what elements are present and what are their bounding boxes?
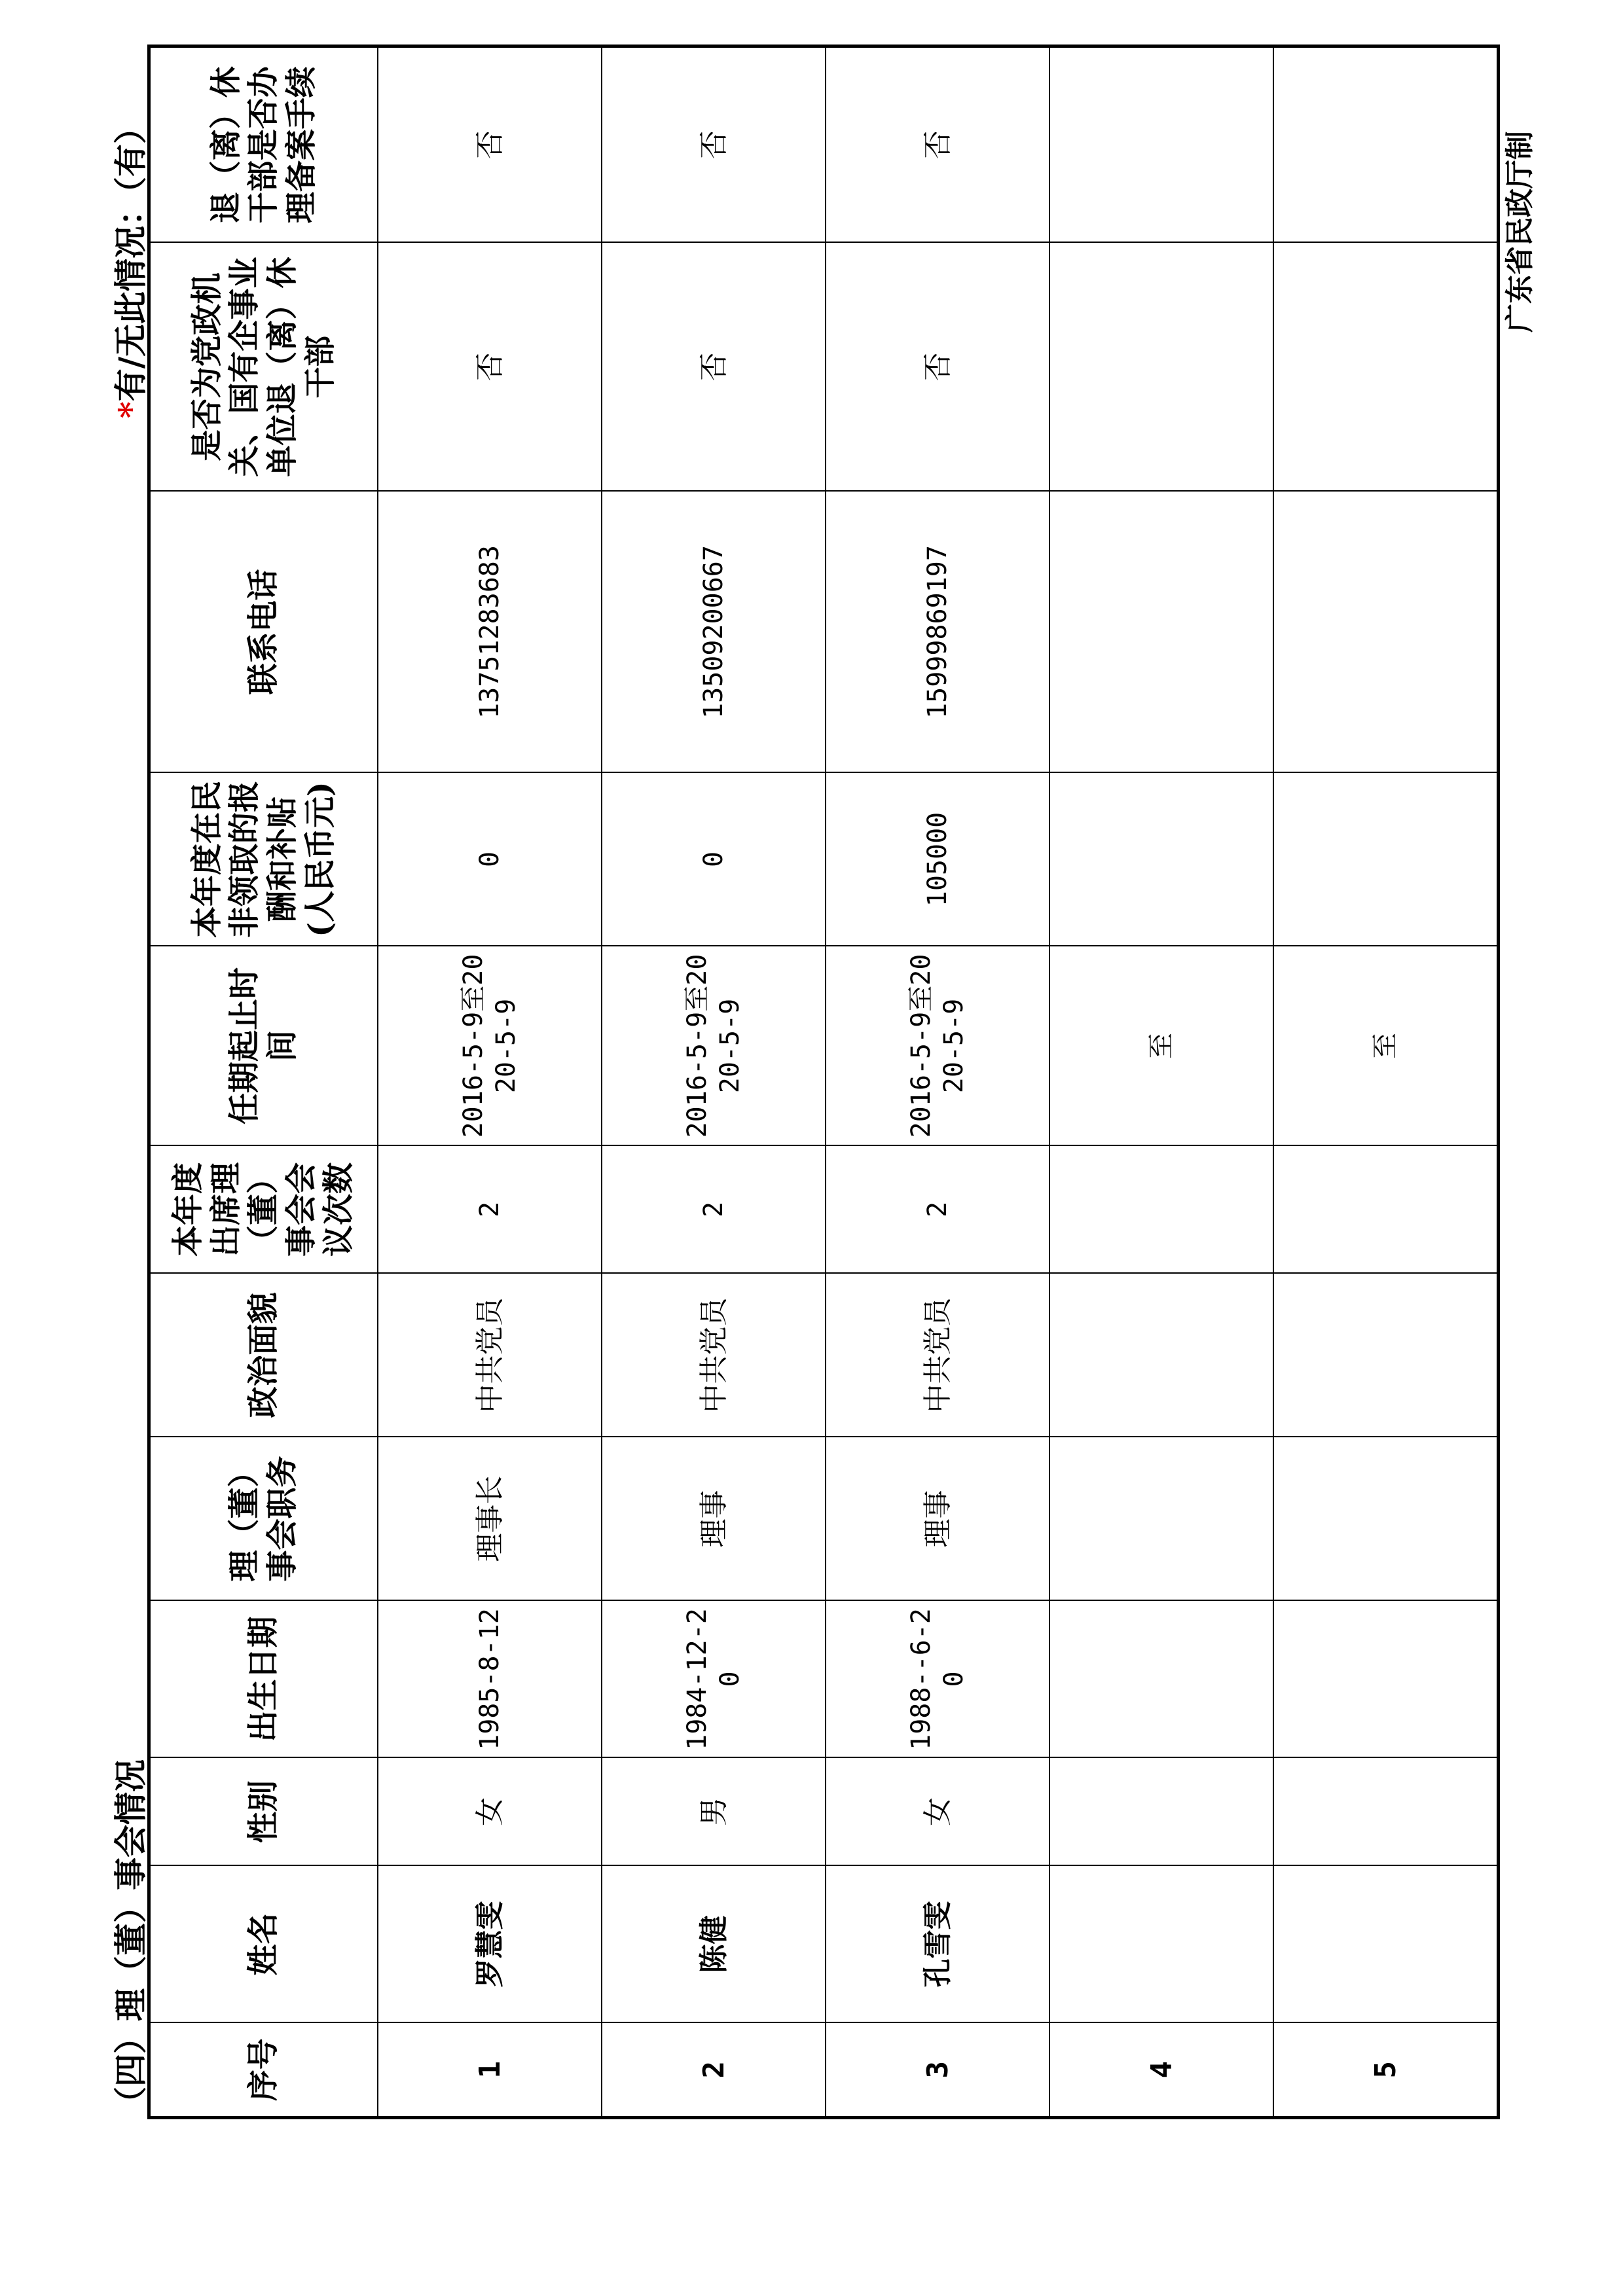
cell-political — [1273, 1274, 1499, 1437]
cell-position: 理事 — [826, 1437, 1049, 1601]
table-row — [826, 46, 1049, 2118]
col-header-gender: 性别 — [149, 1758, 378, 1866]
cell-attend: 2 — [826, 1146, 1049, 1274]
cell-birth: 1988--6-20 — [826, 1601, 1049, 1758]
cell-name: 陈健 — [602, 1866, 826, 2023]
cell-pay: 0 — [378, 773, 602, 946]
cell-filed — [1273, 46, 1499, 243]
cell-name — [1273, 1866, 1499, 2023]
col-header-name: 姓名 — [149, 1866, 378, 2023]
cell-name: 孔雪雯 — [826, 1866, 1049, 2023]
header-row — [149, 46, 378, 2118]
cell-term: 2016-5-9至2020-5-9 — [602, 946, 826, 1146]
cell-retired: 否 — [826, 243, 1049, 492]
cell-retired: 否 — [378, 243, 602, 492]
cell-attend — [1049, 1146, 1273, 1274]
cell-phone — [1273, 492, 1499, 773]
cell-position: 理事 — [602, 1437, 826, 1601]
cell-seq: 1 — [378, 2023, 602, 2118]
cell-retired — [1273, 243, 1499, 492]
table-row — [602, 46, 826, 2118]
cell-retired — [1049, 243, 1273, 492]
cell-filed: 否 — [602, 46, 826, 243]
cell-name — [1049, 1866, 1273, 2023]
cell-birth — [1049, 1601, 1273, 1758]
cell-attend: 2 — [602, 1146, 826, 1274]
cell-political: 中共党员 — [826, 1274, 1049, 1437]
cell-seq: 4 — [1049, 2023, 1273, 2118]
cell-term: 2016-5-9至2020-5-9 — [826, 946, 1049, 1146]
cell-filed: 否 — [826, 46, 1049, 243]
cell-pay: 0 — [602, 773, 826, 946]
cell-phone — [1049, 492, 1273, 773]
board-members-table — [147, 45, 1500, 2119]
cell-political — [1049, 1274, 1273, 1437]
cell-position — [1049, 1437, 1273, 1601]
cell-name: 罗慧雯 — [378, 1866, 602, 2023]
cell-gender: 男 — [602, 1758, 826, 1866]
cell-phone: 13751283683 — [378, 492, 602, 773]
col-header-phone: 联系电话 — [149, 492, 378, 773]
table-row — [1273, 46, 1499, 2118]
cell-seq: 3 — [826, 2023, 1049, 2118]
status-line — [105, 111, 152, 418]
cell-term: 至 — [1273, 946, 1499, 1146]
status-text: 有/无此情况：（有） — [111, 111, 150, 402]
col-header-filed: 退（离）休干部是否办理备案手续 — [149, 46, 378, 243]
cell-position: 理事长 — [378, 1437, 602, 1601]
cell-filed — [1049, 46, 1273, 243]
cell-seq: 2 — [602, 2023, 826, 2118]
cell-birth: 1985-8-12 — [378, 1601, 602, 1758]
cell-term: 至 — [1049, 946, 1273, 1146]
cell-gender: 女 — [826, 1758, 1049, 1866]
cell-term: 2016-5-9至2020-5-9 — [378, 946, 602, 1146]
cell-gender — [1049, 1758, 1273, 1866]
cell-retired: 否 — [602, 243, 826, 492]
cell-political: 中共党员 — [602, 1274, 826, 1437]
cell-filed: 否 — [378, 46, 602, 243]
col-header-pay: 本年度在民非领取的报酬和补贴(人民币元) — [149, 773, 378, 946]
col-header-birth: 出生日期 — [149, 1601, 378, 1758]
col-header-seq: 序号 — [149, 2023, 378, 2118]
col-header-attend: 本年度出席理（董）事会会议次数 — [149, 1146, 378, 1274]
col-header-political: 政治面貌 — [149, 1274, 378, 1437]
col-header-position: 理（董）事会职务 — [149, 1437, 378, 1601]
cell-position — [1273, 1437, 1499, 1601]
cell-attend — [1273, 1146, 1499, 1274]
section-title: （四）理（董）事会情况 — [111, 1759, 150, 2119]
cell-pay — [1049, 773, 1273, 946]
required-star: * — [111, 401, 150, 419]
cell-gender — [1273, 1758, 1499, 1866]
cell-pay: 105000 — [826, 773, 1049, 946]
cell-attend: 2 — [378, 1146, 602, 1274]
cell-phone: 15999869197 — [826, 492, 1049, 773]
table-row — [378, 46, 602, 2118]
cell-gender: 女 — [378, 1758, 602, 1866]
col-header-term: 任期起止时间 — [149, 946, 378, 1146]
issuer-footer: 广东省民政厅制 — [1503, 131, 1537, 332]
cell-phone: 13509200667 — [602, 492, 826, 773]
cell-political: 中共党员 — [378, 1274, 602, 1437]
cell-pay — [1273, 773, 1499, 946]
col-header-retired: 是否为党政机关、国有企事业单位退（离）休干部 — [149, 243, 378, 492]
cell-birth — [1273, 1601, 1499, 1758]
cell-seq: 5 — [1273, 2023, 1499, 2118]
table-row — [1049, 46, 1273, 2118]
cell-birth: 1984-12-20 — [602, 1601, 826, 1758]
